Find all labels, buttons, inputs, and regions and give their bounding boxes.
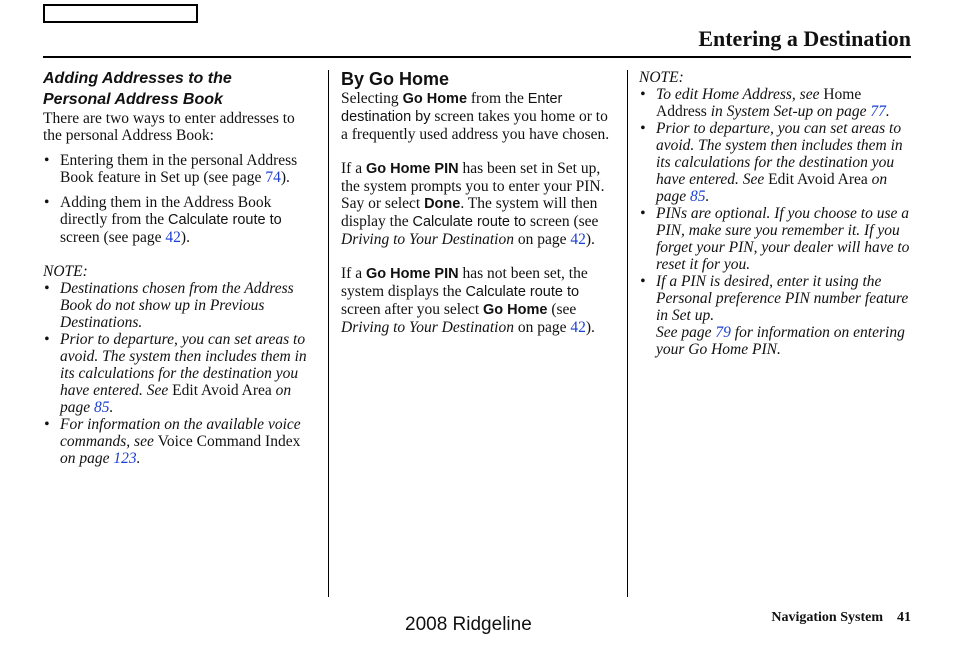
note-label: NOTE: <box>43 263 88 280</box>
section-heading: By Go Home <box>341 69 450 89</box>
page-link[interactable]: 74 <box>265 169 281 186</box>
column-3 <box>639 69 911 358</box>
page-link[interactable]: 85 <box>690 188 706 205</box>
page-number: 41 <box>897 610 911 625</box>
note-label: NOTE: <box>639 69 684 86</box>
footer-section: Navigation System <box>771 610 883 625</box>
page-link[interactable]: 79 <box>715 324 731 341</box>
list-item: • Adding them in the Address Book directly from the Calculate route to screen (see page 42). <box>43 194 315 246</box>
bullet-list <box>43 152 315 246</box>
list-item: • To edit Home Address, see Home Address in System Set-up on page 77. <box>639 86 911 120</box>
paragraph: If a Go Home PIN has not been set, the system displays the Calculate route to screen after you select Go Home (see Driving to Your Destination on page 42). <box>341 265 595 336</box>
page-link[interactable]: 42 <box>570 231 586 248</box>
page-link[interactable]: 77 <box>870 103 886 120</box>
list-item: • Destinations chosen from the Address Book do not show up in Previous Destinations. <box>43 280 315 331</box>
page-link[interactable]: 42 <box>570 319 586 336</box>
list-item: • If a PIN is desired, enter it using the Personal preference PIN number feature in Set up. See page 79 for information on entering your Go Home PIN. <box>639 273 911 358</box>
list-item: • PINs are optional. If you choose to use a PIN, make sure you remember it. If you forget your PIN, your dealer will have to reset it for you. <box>639 205 911 273</box>
page-link[interactable]: 123 <box>113 450 137 467</box>
paragraph: If a Go Home PIN has been set in Set up, the system prompts you to enter your PIN. Say or select Done. The system will then display the Calculate route to screen (see Driving to Your Destination on page 42). <box>341 160 605 248</box>
column-2 <box>341 68 613 336</box>
list-item: • Prior to departure, you can set areas to avoid. The system then includes them in its calculations for the destination you have entered. See Edit Avoid Area on page 85. <box>43 331 315 416</box>
footer-page-info <box>771 610 911 626</box>
header-rule <box>43 56 911 58</box>
note-list <box>639 86 911 358</box>
list-item: • For information on the available voice commands, see Voice Command Index on page 123. <box>43 416 315 467</box>
paragraph: Selecting Go Home from the Enter destination by screen takes you home or to a frequently used address you have chosen. <box>341 90 610 143</box>
page-link[interactable]: 42 <box>165 229 181 246</box>
page-title: Entering a Destination <box>698 26 911 51</box>
list-item: • Entering them in the personal Address Book feature in Set up (see page 74). <box>43 152 315 186</box>
list-item: • Prior to departure, you can set areas to avoid. The system then includes them in its calculations for the destination you have entered. See Edit Avoid Area on page 85. <box>639 120 911 205</box>
intro-text: There are two ways to enter addresses to the personal Address Book: <box>43 110 295 144</box>
section-heading: Adding Addresses to the Personal Address Book <box>43 70 232 108</box>
column-divider-1 <box>328 70 329 597</box>
footer-model: 2008 Ridgeline <box>405 614 532 635</box>
column-1 <box>43 68 315 467</box>
note-list <box>43 280 315 467</box>
column-divider-2 <box>627 70 628 597</box>
header-box <box>43 4 198 23</box>
page-link[interactable]: 85 <box>94 399 110 416</box>
